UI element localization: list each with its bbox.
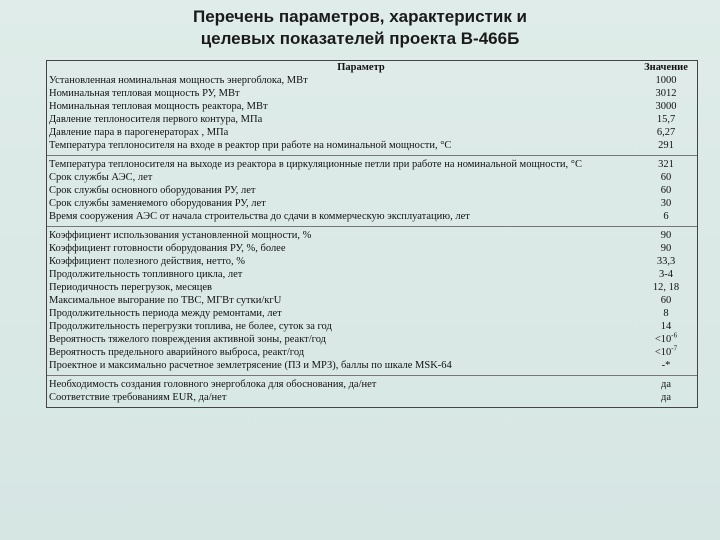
value-cell: $<10^{-6}$	[654, 331, 678, 345]
parameter-cell: Номинальная тепловая мощность реактора, МВт	[49, 101, 268, 112]
table-row	[47, 197, 697, 210]
page-title	[0, 6, 720, 50]
value-cell: 90	[660, 230, 672, 241]
table-row	[47, 100, 697, 113]
title-line-2: целевых показателей проекта В-466Б	[200, 29, 520, 48]
parameter-cell: Время сооружения АЭС от начала строительства до сдачи в коммерческую эксплуатацию, лет	[49, 211, 470, 222]
table-body	[47, 74, 697, 407]
value-cell: да	[660, 379, 671, 390]
header-parameter: Параметр	[337, 62, 385, 73]
parameter-cell: Давление пара в парогенераторах , МПа	[49, 127, 229, 138]
parameter-cell: Проектное и максимально расчетное землетрясение (ПЗ и МРЗ), баллы по шкале MSK-64	[49, 360, 452, 371]
value-cell: 60	[660, 172, 672, 183]
table-row	[47, 359, 697, 372]
value-cell: 3000	[655, 101, 677, 112]
table-row	[47, 87, 697, 100]
value-cell: 1000	[655, 75, 677, 86]
table-row	[47, 171, 697, 184]
value-cell: 8	[663, 308, 669, 319]
table-row	[47, 391, 697, 404]
parameter-cell: Коэффициент использования установленной мощности, %	[49, 230, 312, 241]
value-cell: 33,3	[656, 256, 676, 267]
parameter-cell: Коэффициент полезного действия, нетто, %	[49, 256, 245, 267]
value-cell: 3-4	[659, 269, 673, 280]
table-row	[47, 320, 697, 333]
value-cell: 12, 18	[652, 282, 680, 293]
table-group	[47, 229, 697, 376]
table-row	[47, 158, 697, 171]
table-header	[47, 61, 697, 74]
value-cell: 6	[663, 211, 669, 222]
parameter-cell: Периодичность перегрузок, месяцев	[49, 282, 212, 293]
value-cell: 15,7	[656, 114, 676, 125]
value-cell: 321	[658, 159, 674, 170]
table-row	[47, 333, 697, 346]
parameter-cell: Необходимость создания головного энергоблока для обоснования, да/нет	[49, 379, 377, 390]
parameter-cell: Установленная номинальная мощность энергоблока, МВт	[49, 75, 308, 86]
value-cell: да	[660, 392, 671, 403]
table-row	[47, 255, 697, 268]
table-row	[47, 113, 697, 126]
parameter-cell: Вероятность предельного аварийного выброса, реакт/год	[49, 347, 305, 358]
table-row	[47, 294, 697, 307]
parameter-cell: Соответствие требованиям EUR, да/нет	[49, 392, 227, 403]
parameter-cell: Максимальное выгорание по ТВС, МГВт сутки/кгU	[49, 295, 282, 306]
parameter-cell: Продолжительность периода между ремонтами, лет	[49, 308, 282, 319]
table-row	[47, 346, 697, 359]
parameter-cell: Коэффициент готовности оборудования РУ, %, более	[49, 243, 286, 254]
table-row	[47, 307, 697, 320]
parameter-cell: Продолжительность топливного цикла, лет	[49, 269, 243, 280]
value-cell: 60	[660, 295, 672, 306]
table-row	[47, 210, 697, 223]
parameter-cell: Вероятность тяжелого повреждения активной зоны, реакт/год	[49, 334, 326, 345]
table-row	[47, 242, 697, 255]
table-row	[47, 229, 697, 242]
table-row	[47, 268, 697, 281]
title-line-1: Перечень параметров, характеристик и	[193, 7, 527, 26]
value-cell: 30	[660, 198, 672, 209]
parameter-cell: Срок службы основного оборудования РУ, лет	[49, 185, 256, 196]
table-row	[47, 184, 697, 197]
table-group	[47, 378, 697, 407]
value-cell: 6,27	[656, 127, 676, 138]
header-value: Значение	[644, 62, 688, 73]
parameter-cell: Номинальная тепловая мощность РУ, МВт	[49, 88, 240, 99]
table-row	[47, 281, 697, 294]
value-cell: $<10^{-7}$	[654, 344, 678, 358]
parameter-cell: Температура теплоносителя на выходе из реактора в циркуляционные петли при работе на номинальной мощности, °С	[49, 159, 582, 170]
parameter-cell: Срок службы АЭС, лет	[49, 172, 153, 183]
value-cell: -*	[661, 360, 671, 371]
table-row	[47, 74, 697, 87]
table-row	[47, 139, 697, 152]
table-row	[47, 126, 697, 139]
value-cell: 3012	[655, 88, 677, 99]
parameter-cell: Продолжительность перегрузки топлива, не более, суток за год	[49, 321, 332, 332]
value-cell: 60	[660, 185, 672, 196]
parameter-cell: Давление теплоносителя первого контура, МПа	[49, 114, 263, 125]
table-row	[47, 378, 697, 391]
value-cell: 90	[660, 243, 672, 254]
value-cell: 14	[660, 321, 672, 332]
parameter-cell: Температура теплоносителя на входе в реактор при работе на номинальной мощности, °С	[49, 140, 452, 151]
parameters-table	[46, 60, 698, 408]
parameter-cell: Срок службы заменяемого оборудования РУ, лет	[49, 198, 266, 209]
table-group	[47, 158, 697, 227]
table-group	[47, 74, 697, 156]
value-cell: 291	[658, 140, 674, 151]
